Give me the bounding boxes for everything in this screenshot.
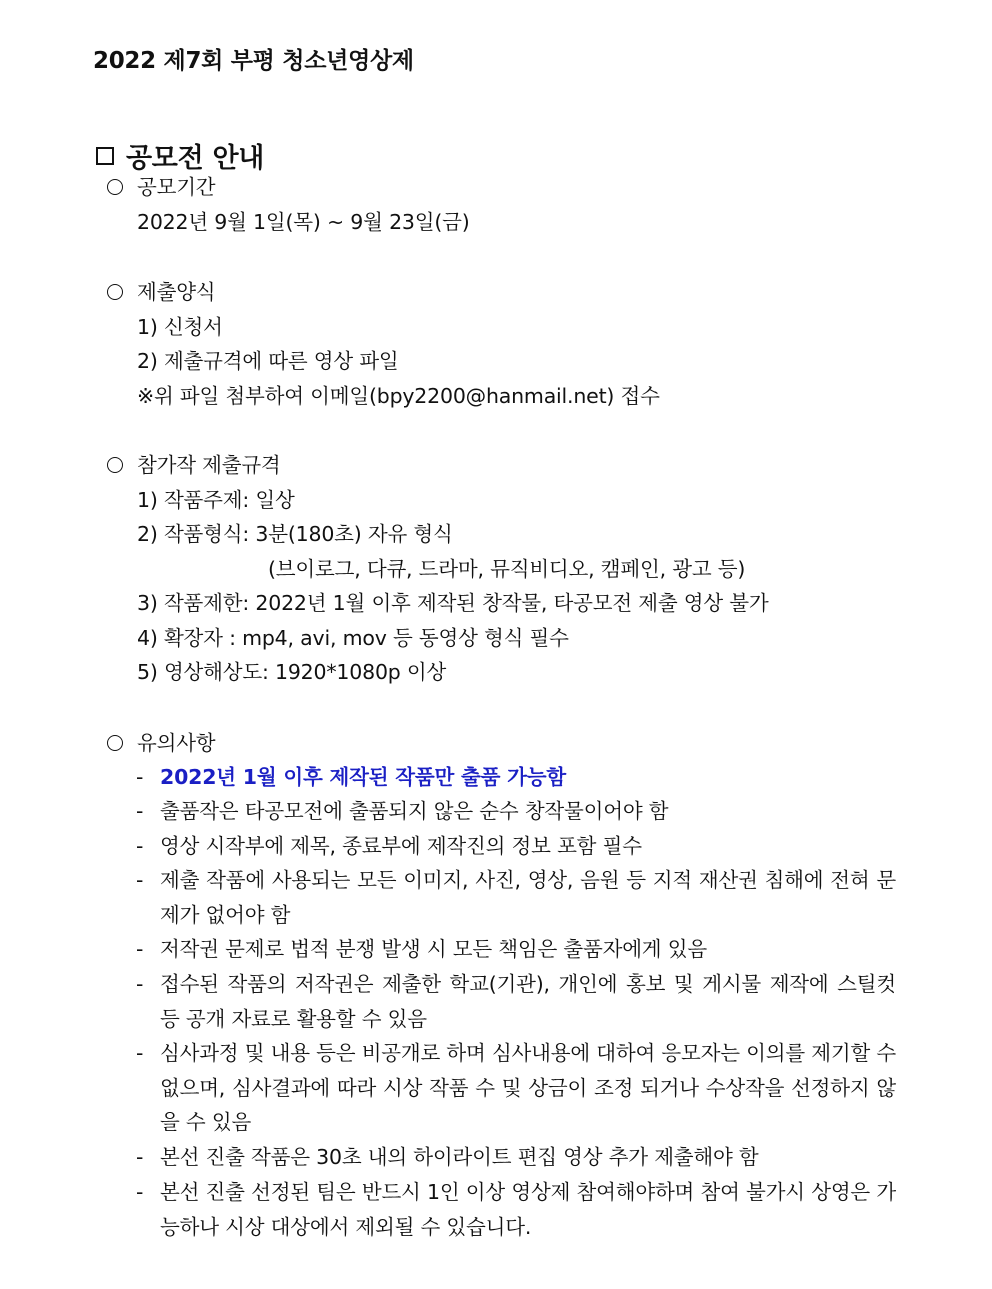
dash-bullet: - xyxy=(136,1180,144,1204)
spec-item: 5) 영상해상도: 1920*1080p 이상 xyxy=(137,660,447,684)
notes-heading-label: 유의사항 xyxy=(137,731,216,755)
period-heading-label: 공모기간 xyxy=(137,175,216,199)
dash-bullet: - xyxy=(136,765,144,789)
dash-bullet: - xyxy=(136,972,144,996)
circle-bullet-icon xyxy=(107,735,123,751)
circle-bullet-icon xyxy=(107,284,123,300)
note-text: 제출 작품에 사용되는 모든 이미지, 사진, 영상, 음원 등 지적 재산권 침해에 전혀 문제가 없어야 함 xyxy=(160,868,896,927)
dash-bullet: - xyxy=(136,868,144,892)
section-heading-label: 공모전 안내 xyxy=(126,143,265,174)
dash-bullet: - xyxy=(136,834,144,858)
square-bullet-icon xyxy=(96,147,114,165)
note-text: 출품작은 타공모전에 출품되지 않은 순수 창작물이어야 함 xyxy=(160,799,669,823)
circle-bullet-icon xyxy=(107,457,123,473)
spec-item: 2) 작품형식: 3분(180초) 자유 형식 xyxy=(137,522,453,546)
period-heading xyxy=(107,175,215,199)
dash-bullet: - xyxy=(136,1041,144,1065)
spec-item: 3) 작품제한: 2022년 1월 이후 제작된 창작물, 타공모전 제출 영상 불가 xyxy=(137,591,769,615)
dash-bullet: - xyxy=(136,799,144,823)
submission-heading-label: 제출양식 xyxy=(137,280,216,304)
note-text: 본선 진출 선정된 팀은 반드시 1인 이상 영상제 참여해야하며 참여 불가시 상영은 가능하나 시상 대상에서 제외될 수 있습니다. xyxy=(160,1180,896,1239)
note-text: 접수된 작품의 저작권은 제출한 학교(기관), 개인에 홍보 및 게시물 제작에 스틸컷 등 공개 자료로 활용할 수 있음 xyxy=(160,972,896,1031)
dash-bullet: - xyxy=(136,1145,144,1169)
note-text: 심사과정 및 내용 등은 비공개로 하며 심사내용에 대하여 응모자는 이의를 제기할 수 없으며, 심사결과에 따라 시상 작품 수 및 상금이 조정 되거나 수상작을 선정하지 않을 수 있음 xyxy=(160,1041,896,1134)
circle-bullet-icon xyxy=(107,179,123,195)
dash-bullet: - xyxy=(136,937,144,961)
specs-heading xyxy=(107,453,281,477)
note-text: 영상 시작부에 제목, 종료부에 제작진의 정보 포함 필수 xyxy=(160,834,642,858)
notes-heading xyxy=(107,731,215,755)
period-dates: 2022년 9월 1일(목) ~ 9월 23일(금) xyxy=(137,210,470,234)
document-title: 2022 제7회 부평 청소년영상제 xyxy=(93,48,414,74)
section-heading xyxy=(96,136,264,175)
submission-heading xyxy=(107,280,215,304)
spec-item-continuation: (브이로그, 다큐, 드라마, 뮤직비디오, 캠페인, 광고 등) xyxy=(268,557,746,581)
submission-item: 2) 제출규격에 따른 영상 파일 xyxy=(137,349,399,373)
spec-item: 1) 작품주제: 일상 xyxy=(137,488,295,512)
note-text: 본선 진출 작품은 30초 내의 하이라이트 편집 영상 추가 제출해야 함 xyxy=(160,1145,759,1169)
note-text-highlight: 2022년 1월 이후 제작된 작품만 출품 가능함 xyxy=(160,765,566,789)
submission-item: 1) 신청서 xyxy=(137,315,223,339)
note-text: 저작권 문제로 법적 분쟁 발생 시 모든 책임은 출품자에게 있음 xyxy=(160,937,707,961)
specs-heading-label: 참가작 제출규격 xyxy=(137,453,281,477)
submission-note: ※위 파일 첨부하여 이메일(bpy2200@hanmail.net) 접수 xyxy=(137,384,660,408)
spec-item: 4) 확장자 : mp4, avi, mov 등 동영상 형식 필수 xyxy=(137,626,569,650)
